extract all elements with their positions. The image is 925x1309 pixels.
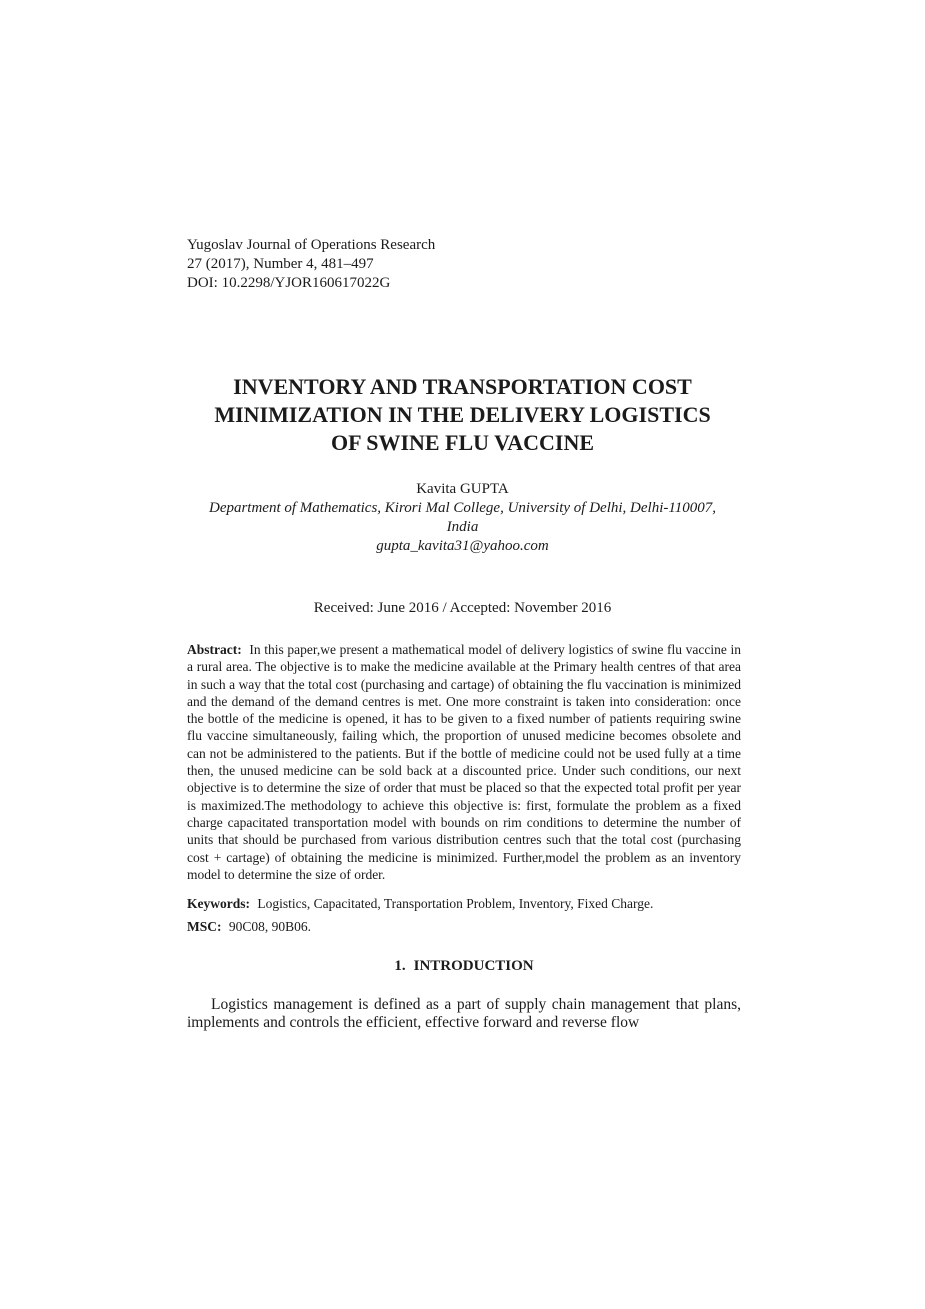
journal-issue-info: 27 (2017), Number 4, 481–497	[187, 256, 374, 272]
msc-line	[187, 918, 741, 935]
received-accepted-line: Received: June 2016 / Accepted: November 2016	[313, 600, 612, 616]
keywords-label: Keywords:	[187, 896, 250, 912]
introduction-paragraph: Logistics management is defined as a part of supply chain management that plans, implements and controls the efficient, effective forward and reverse flow	[187, 995, 741, 1032]
abstract-label: Abstract:	[187, 642, 242, 657]
author-name: Kavita GUPTA	[416, 481, 509, 497]
paper-title-line-1: INVENTORY AND TRANSPORTATION COST	[233, 373, 692, 399]
keywords-text: Logistics, Capacitated, Transportation Problem, Inventory, Fixed Charge.	[257, 896, 654, 912]
front-matter	[187, 641, 741, 1033]
journal-header	[187, 236, 435, 293]
paper-title	[110, 373, 815, 457]
abstract-paragraph	[187, 641, 741, 883]
msc-text: 90C08, 90B06.	[228, 919, 312, 935]
section-1-title: INTRODUCTION	[413, 957, 534, 974]
author-email: gupta_kavita31@yahoo.com	[376, 538, 549, 554]
keywords-line	[187, 895, 741, 912]
author-block	[110, 480, 815, 556]
author-affiliation-line-2: India	[446, 519, 479, 535]
abstract-text: In this paper,we present a mathematical model of delivery logistics of swine flu vaccine in a rural area. The objective is to make the medicine available at the Primary health centres of that area in such a way that the total cost (purchasing and cartage) of obtaining the flu vaccination is minimized and the demand of the demand centres is met. One more constraint is taken into consideration: once the bottle of the medicine is opened, it has to be given to a fixed number of patients requiring swine flu vaccine simultaneously, failing which, the proportion of unused medicine becomes obsolete and can not be administered to the patients. But if the bottle of medicine could not be used fully at a time then, the unused medicine can be sold back at a discounted price. Under such conditions, our next objective is to determine the size of order that must be placed so that the expected total profit per year is maximized.The methodology to achieve this objective is: first, formulate the problem as a fixed charge capacitated transportation model with bounds on rim conditions to determine the number of units that should be purchased from various distribution centres such that the total cost (purchasing cost + cartage) of obtaining the medicine is minimized. Further,model the problem as an inventory model to determine the size of order.	[187, 642, 741, 882]
section-1-number: 1.	[394, 957, 406, 974]
author-affiliation-line-1: Department of Mathematics, Kirori Mal College, University of Delhi, Delhi-110007,	[208, 500, 716, 516]
msc-label: MSC:	[187, 919, 222, 935]
section-1-heading	[187, 958, 741, 975]
paper-title-line-2: MINIMIZATION IN THE DELIVERY LOGISTICS	[214, 401, 711, 427]
paper-title-line-3: OF SWINE FLU VACCINE	[330, 429, 595, 455]
journal-doi: DOI: 10.2298/YJOR160617022G	[187, 275, 391, 291]
journal-name: Yugoslav Journal of Operations Research	[187, 237, 436, 253]
